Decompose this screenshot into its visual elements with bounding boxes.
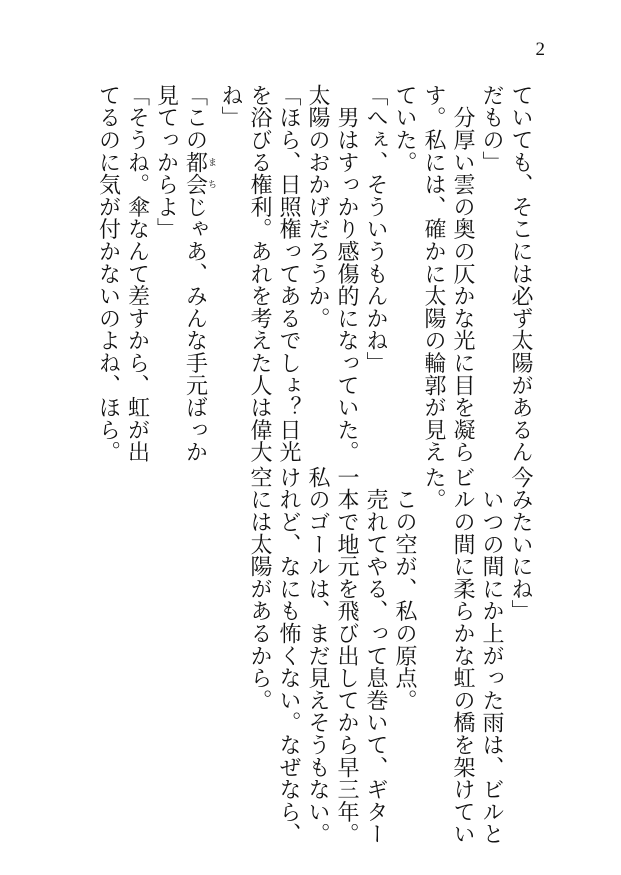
lower-text-block [245,466,535,846]
text-line: 見てっからよ」 [153,84,179,241]
text-line: 空には太陽があるから。 [247,466,272,712]
text-line: 売れてやる、って息巻いて、ギター [363,466,388,846]
upper-text-block [94,84,536,464]
text-line: けれど、なにも怖くない。なぜなら、 [276,466,301,846]
text-segment: 「この [182,84,208,151]
ruby-base: 都会 [182,150,208,196]
text-line: 男はすっかり感傷的になっていた。 [334,84,359,464]
text-line-with-ruby [181,84,217,464]
text-line: す。私には、確かに太陽の輪郭が見え [421,84,446,464]
text-line: た。 [421,466,446,511]
text-line: 「へぇ、そういうもんかね」 [363,84,388,374]
text-line: 一本で地元を飛び出してから早三年。 [334,466,359,846]
text-line: 「そうね。傘なんて差すから、虹が出 [124,84,150,464]
text-line: ビルの間に柔らかな虹の橋を架けてい [450,466,475,846]
text-line: 太陽のおかげだろうか。 [305,84,330,330]
ruby-annotation [182,150,216,196]
text-line: 分厚い雲の奥の仄かな光に目を凝ら [450,84,475,464]
text-line: 今みたいにね」 [508,466,533,623]
ruby-reading: まち [206,150,216,196]
text-line: 「ほら、日照権ってあるでしょ？日光 [276,84,301,464]
page-number: 2 [535,39,545,60]
text-line: を浴びる権利。あれを考えた人は偉大 [247,84,272,464]
text-line: いつの間にか上がった雨は、ビルと [479,466,504,846]
text-line: 私のゴールは、まだ見えそうもない。 [305,466,330,846]
text-line: ね」 [218,84,243,129]
text-segment: じゃあ、みんな手元ばっか [182,195,208,464]
text-line: だもの」 [479,84,504,174]
text-line: てるのに気が付かないのよね、ほら。 [95,84,121,464]
text-line: ていた。 [392,84,417,174]
text-line: この空が、私の原点。 [392,466,417,712]
text-line: ていても、そこには必ず太陽があるん [508,84,533,464]
